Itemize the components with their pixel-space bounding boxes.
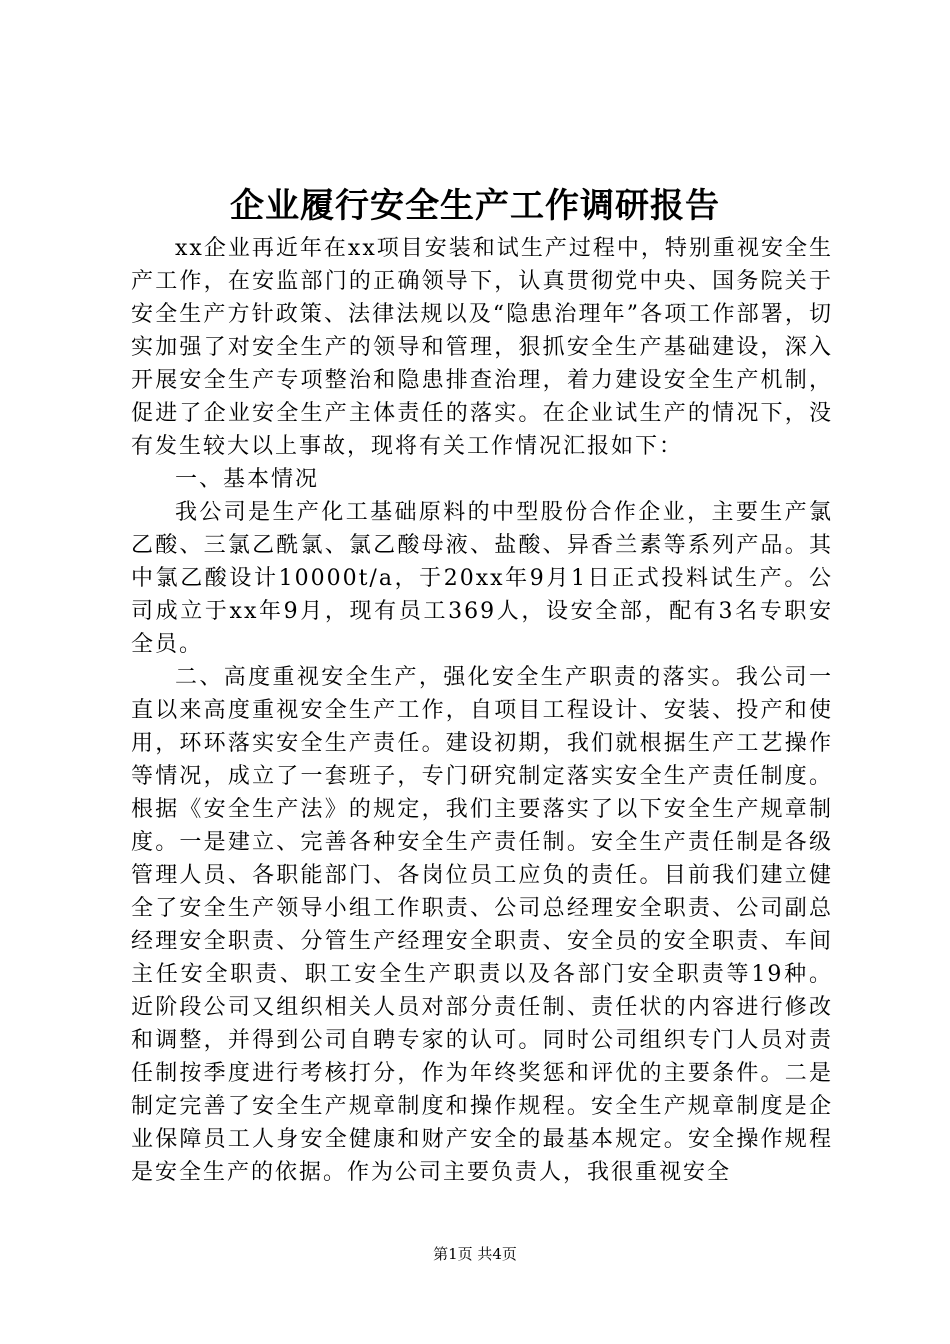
document-title: 企业履行安全生产工作调研报告 [230, 186, 720, 226]
page-footer: 第1页 共4页 [433, 1245, 517, 1263]
document-body [131, 232, 833, 1189]
section-heading-basic-info: 一、基本情况 [175, 467, 320, 492]
safety-responsibility-paragraph: 二、高度重视安全生产，强化安全生产职责的落实。我公司一直以来高度重视安全生产工作，自项目工程设计、安装、投产和使用，环环落实安全生产责任。建设初期，我们就根据生产工艺操作等情况，成立了一套班子，专门研究制定落实安全生产责任制度。根据《安全生产法》的规定，我们主要落实了以下安全生产规章制度。一是建立、完善各种安全生产责任制。安全生产责任制是各级管理人员、各职能部门、各岗位员工应负的责任。目前我们建立健全了安全生产领导小组工作职责、公司总经理安全职责、公司副总经理安全职责、分管生产经理安全职责、安全员的安全职责、车间主任安全职责、职工安全生产职责以及各部门安全职责等19种。近阶段公司又组织相关人员对部分责任制、责任状的内容进行修改和调整，并得到公司自聘专家的认可。同时公司组织专门人员对责任制按季度进行考核打分，作为年终奖惩和评优的主要条件。二是制定完善了安全生产规章制度和操作规程。安全生产规章制度是企业保障员工人身安全健康和财产安全的最基本规定。安全操作规程是安全生产的依据。作为公司主要负责人，我很重视安全 [131, 665, 833, 1185]
basic-info-paragraph: 我公司是生产化工基础原料的中型股份合作企业，主要生产氯乙酸、三氯乙酰氯、氯乙酸母液、盐酸、异香兰素等系列产品。其中氯乙酸设计10000t/a，于20xx年9月1日正式投料试生产。公司成立于xx年9月，现有员工369人，设安全部，配有3名专职安全员。 [131, 500, 833, 657]
intro-paragraph: xx企业再近年在xx项目安装和试生产过程中，特别重视安全生产工作，在安监部门的正确领导下，认真贯彻党中央、国务院关于安全生产方针政策、法律法规以及“隐患治理年”各项工作部署，切实加强了对安全生产的领导和管理，狠抓安全生产基础建设，深入开展安全生产专项整治和隐患排查治理，着力建设安全生产机制，促进了企业安全生产主体责任的落实。在企业试生产的情况下，没有发生较大以上事故，现将有关工作情况汇报如下： [131, 236, 833, 459]
